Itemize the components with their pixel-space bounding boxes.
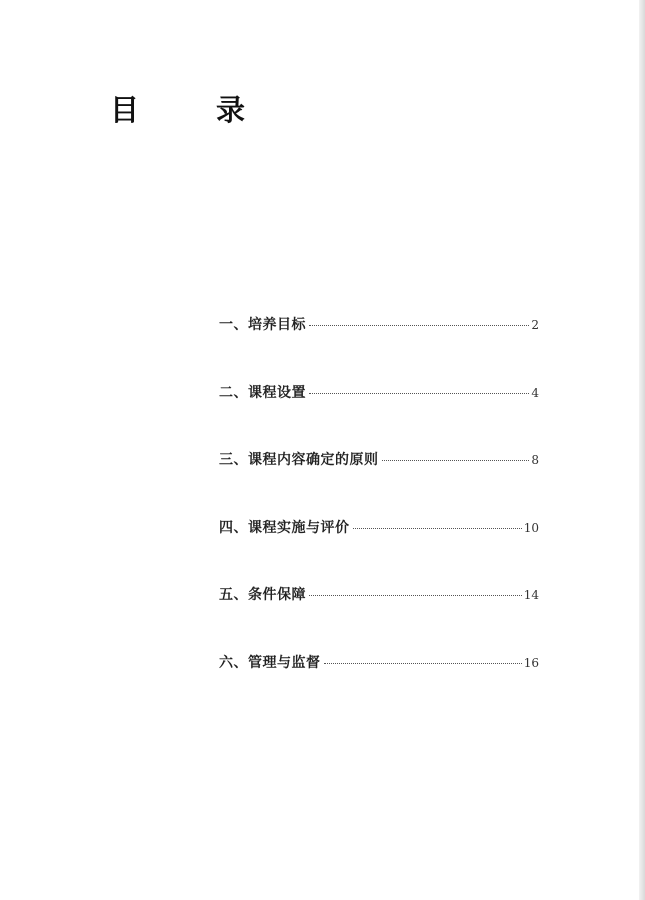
toc-entry-page-number: 4 (531, 385, 539, 400)
toc-entry-page-number: 14 (523, 588, 539, 603)
toc-entry-1[interactable] (219, 314, 539, 382)
toc-entry-page-number: 16 (523, 655, 539, 670)
toc-dot-leader (382, 459, 530, 461)
toc-entry-label: 四、课程实施与评价 (219, 519, 350, 536)
toc-entry-page-number: 2 (531, 318, 539, 332)
toc-dot-leader (353, 527, 522, 529)
toc-dot-leader (309, 594, 522, 596)
toc-entry-label: 一、培养目标 (219, 317, 306, 333)
toc-entry-page-number: 8 (531, 453, 539, 468)
toc-dot-leader (324, 662, 522, 664)
toc-dot-leader (309, 324, 529, 326)
toc-entry-label: 二、课程设置 (219, 384, 306, 401)
toc-list (219, 314, 539, 720)
toc-entry-6[interactable] (219, 652, 539, 720)
toc-dot-leader (309, 392, 529, 394)
toc-entry-4[interactable] (219, 517, 539, 585)
toc-entry-label: 三、课程内容确定的原则 (219, 452, 379, 469)
toc-entry-5[interactable] (219, 584, 539, 652)
toc-entry-label: 六、管理与监督 (219, 654, 321, 671)
toc-entry-3[interactable] (219, 449, 539, 517)
toc-title: 目 录 (110, 93, 270, 127)
page-edge-shadow (639, 0, 645, 900)
toc-entry-label: 五、条件保障 (219, 587, 306, 604)
toc-entry-2[interactable] (219, 382, 539, 450)
toc-entry-page-number: 10 (523, 520, 539, 535)
